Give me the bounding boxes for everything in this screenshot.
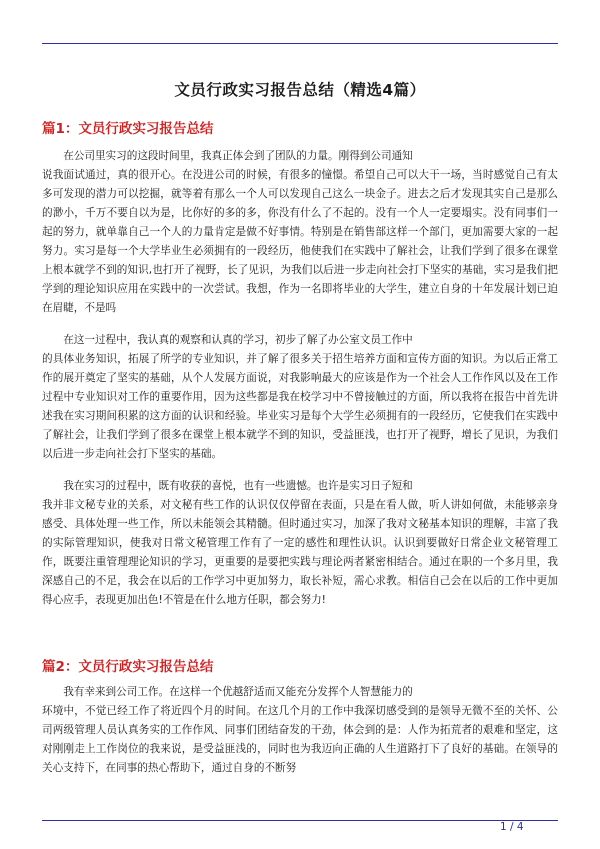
section-heading-2: 篇2：文员行政实习报告总结 (42, 659, 214, 675)
header-rule (42, 43, 558, 44)
paragraph-first-line: 在这一过程中，我认真的观察和认真的学习，初步了解了办公室文员工作中 (63, 334, 413, 346)
paragraph-first-line: 我在实习的过程中，既有收获的喜悦，也有一些遗憾。也许是实习日子短和 (63, 480, 413, 492)
paragraph-rest: 我并非文秘专业的关系，对文秘有些工作的认识仅仅停留在表面，只是在看人做，听人讲如何做，未能够亲身感受、具体处理一些工作，所以未能领会其精髓。但时通过实习，加深了我对文秘基本知识的理解，丰富了我的实际管理知识，使我对日常文秘管理工作有了一定的感性和理性认识。认识到要做好日常企业文秘管理工作，既要注重管理理论知识的学习，更重要的是要把实践与理论两者紧密相结合。通过在职的一个多月里，我深感自己的不足，我会在以后的工作学习中更加努力，取长补短，需心求教。相信自己会在以后的工作中更加得心应手，表现更加出色!不管是在什么地方任职，都会努力! (42, 499, 558, 606)
footer-rule (42, 820, 558, 821)
document-title: 文员行政实习报告总结（精选4篇） (174, 81, 426, 99)
paragraph (42, 147, 558, 318)
page-number: 1 / 4 (500, 821, 524, 833)
paragraph (42, 331, 558, 464)
paragraph-rest: 的具体业务知识，拓展了所学的专业知识，并了解了很多关于招生培养方面和宣传方面的知识。为以后正常工作的展开奠定了坚实的基础，从个人发展方面说，对我影响最大的应该是作为一个社会人工作作风以及在工作过程中专业知识对工作的重要作用，因为这些都是我在校学习中不曾接触过的方面，所以我将在报告中首先讲述我在实习期间积累的这方面的认识和经验。毕业实习是每个大学生必须拥有的一段经历，它使我们在实践中了解社会，让我们学到了很多在课堂上根本就学不到的知识，受益匪浅，也打开了视野，增长了见识，为我们以后进一步走向社会打下坚实的基础。 (42, 353, 558, 460)
section-1-body (42, 147, 558, 623)
paragraph-rest: 环境中，不觉已经工作了将近四个月的时间。在这几个月的工作中我深切感受到的是领导无微不至的关怀、公司两级管理人员认真务实的工作作风、同事们团结奋发的干劲，体会到的是：人作为拓荒者的艰难和坚定，这对刚刚走上工作岗位的我来说，是受益匪浅的，同时也为我迈向正确的人生道路打下了良好的基础。在领导的关心支持下，在同事的热心帮助下，通过自身的不断努 (42, 705, 558, 774)
section-heading-1: 篇1：文员行政实习报告总结 (42, 121, 214, 137)
section-2-body (42, 683, 558, 791)
paragraph-first-line: 在公司里实习的这段时间里，我真正体会到了团队的力量。刚得到公司通知 (63, 150, 413, 162)
paragraph (42, 477, 558, 610)
paragraph-rest: 说我面试通过，真的很开心。在没进公司的时候，有很多的憧憬。希望自己可以大干一场，当时感觉自己有太多可发现的潜力可以挖掘，就等着有那么一个人可以发现自己这么一块金子。进去之后才发现其实自己是那么的渺小，千万不要自以为是，比你好的多的多，你没有什么了不起的。没有一个人一定要塌实。没有同事们一起的努力，就单靠自己一个人的力量肯定是做不好事情。特别是在销售部这样一个部门，更加需要大家的一起努力。实习是每一个大学毕业生必须拥有的一段经历，他使我们在实践中了解社会，让我们学到了很多在课堂上根本就学不到的知识,也打开了视野，长了见识，为我们以后进一步走向社会打下坚实的基础，实习是我们把学到的理论知识应用在实践中的一次尝试。我想，作为一名即将毕业的大学生，建立自身的十年发展计划已迫在眉睫，不是吗 (42, 169, 558, 314)
paragraph-first-line: 我有幸来到公司工作。在这样一个优越舒适而又能充分发挥个人智慧能力的 (63, 686, 413, 698)
paragraph (42, 683, 558, 778)
